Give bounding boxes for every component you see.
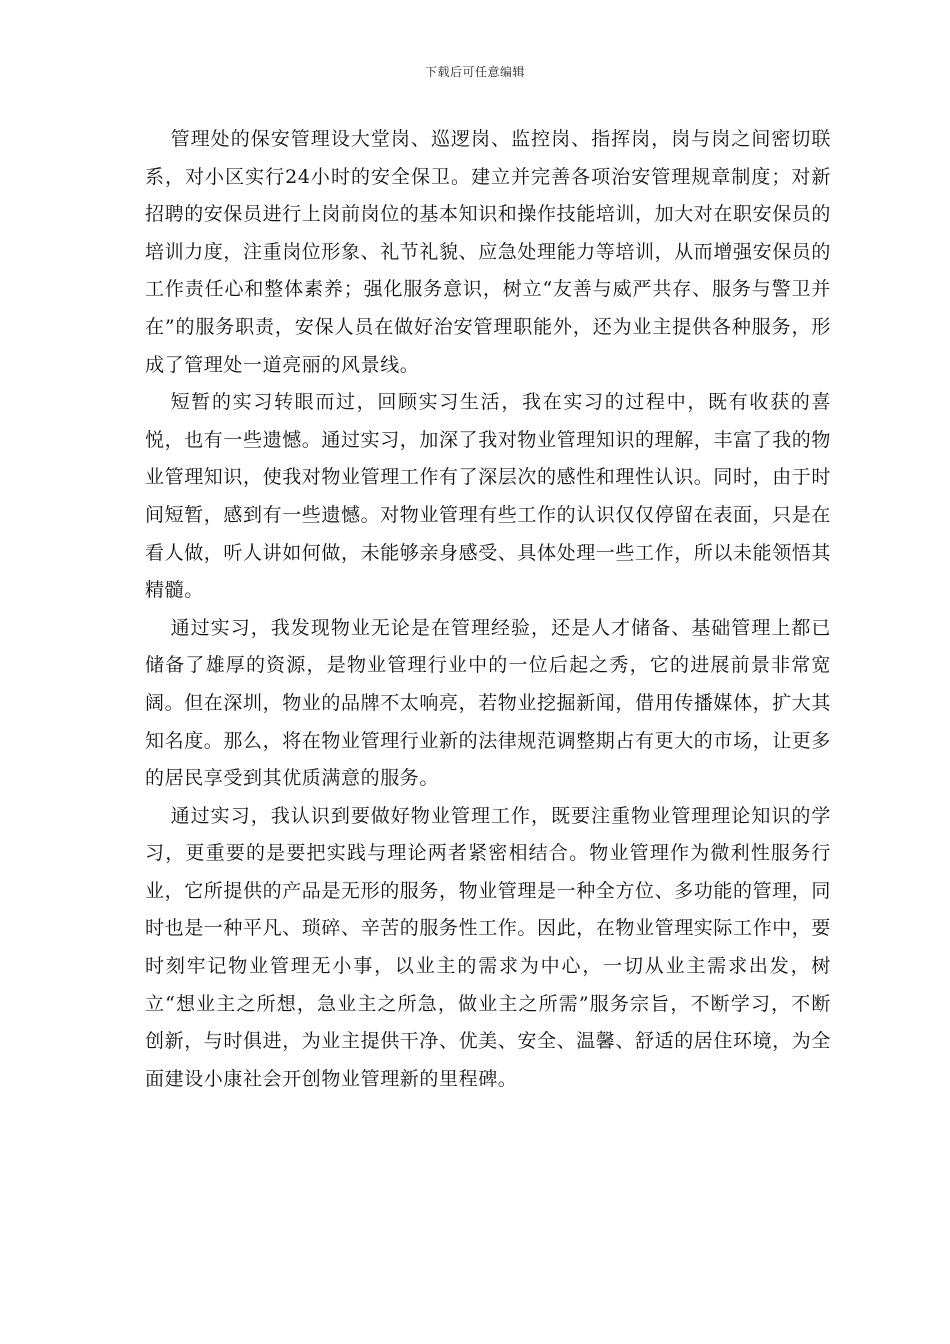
paragraph-security-management: 管理处的保安管理设大堂岗、巡逻岗、监控岗、指挥岗，岗与岗之间密切联系，对小区实行24小时的安全保卫。建立并完善各项治安管理规章制度；对新招聘的安保员进行上岗前岗位的基本知识和操作技能培训，加大对在职安保员的培训力度，注重岗位形象、礼节礼貌、应急处理能力等培训，从而增强安保员的工作责任心和整体素养；强化服务意识，树立“友善与威严共存、服务与警卫并在”的服务职责，安保人员在做好治安管理职能外，还为业主提供各种服务，形成了管理处一道亮丽的风景线。 <box>145 128 832 376</box>
document-body <box>145 121 831 1098</box>
paragraph-conclusion: 通过实习，我认识到要做好物业管理工作，既要注重物业管理理论知识的学习，更重要的是要把实践与理论两者紧密相结合。物业管理作为微利性服务行业，它所提供的产品是无形的服务，物业管理是一种全方位、多功能的管理，同时也是一种平凡、琐碎、辛苦的服务性工作。因此，在物业管理实际工作中，要时刻牢记物业管理无小事，以业主的需求为中心，一切从业主需求出发，树立“想业主之所想，急业主之所急，做业主之所需”服务宗旨，不断学习，不断创新，与时俱进，为业主提供干净、优美、安全、温馨、舒适的居住环境，为全面建设小康社会开创物业管理新的里程碑。 <box>145 804 832 1090</box>
paragraph-development-outlook: 通过实习，我发现物业无论是在管理经验，还是人才储备、基础管理上都已储备了雄厚的资源，是物业管理行业中的一位后起之秀，它的进展前景非常宽阔。但在深圳，物业的品牌不太响亮，若物业挖掘新闻，借用传播媒体，扩大其知名度。那么，将在物业管理行业新的法律规范调整期占有更大的市场，让更多的居民享受到其优质满意的服务。 <box>145 616 832 790</box>
paragraph-internship-reflection: 短暂的实习转眼而过，回顾实习生活，我在实习的过程中，既有收获的喜悦，也有一些遗憾。通过实习，加深了我对物业管理知识的理解，丰富了我的物业管理知识，使我对物业管理工作有了深层次的感性和理性认识。同时，由于时间短暂，感到有一些遗憾。对物业管理有些工作的认识仅仅停留在表面，只是在看人做，听人讲如何做，未能够亲身感受、具体处理一些工作，所以未能领悟其精髓。 <box>145 391 832 602</box>
header-note: 下载后可任意编辑 <box>424 65 525 79</box>
